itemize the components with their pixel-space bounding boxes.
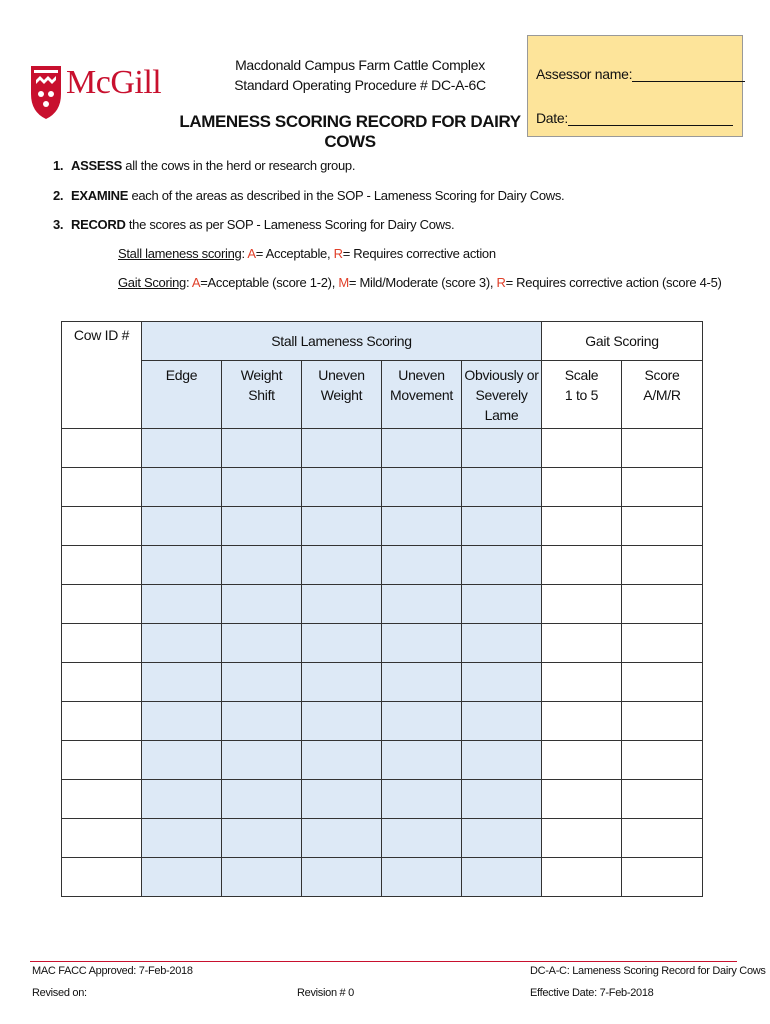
stall-score-cell[interactable] [222, 468, 302, 507]
stall-column-header: Weight Shift [222, 361, 302, 429]
stall-score-cell[interactable] [462, 741, 542, 780]
stall-column-header: Uneven Weight [302, 361, 382, 429]
stall-score-cell[interactable] [302, 585, 382, 624]
stall-score-cell[interactable] [462, 585, 542, 624]
stall-lameness-header: Stall Lameness Scoring [142, 322, 542, 361]
table-row [62, 585, 703, 624]
gait-score-cell[interactable] [622, 819, 703, 858]
assessor-name-label: Assessor name: [536, 66, 633, 82]
gait-scoring-legend: Gait Scoring: A=Acceptable (score 1-2), M= Mild/Moderate (score 3), R= Requires corrective action (score 4-5) [118, 275, 722, 290]
date-row [536, 110, 733, 126]
stall-score-cell[interactable] [462, 468, 542, 507]
stall-score-cell[interactable] [302, 663, 382, 702]
gait-scoring-header: Gait Scoring [542, 322, 703, 361]
stall-score-cell[interactable] [142, 546, 222, 585]
stall-score-cell[interactable] [462, 819, 542, 858]
stall-score-cell[interactable] [462, 702, 542, 741]
cow-id-cell[interactable] [62, 585, 142, 624]
stall-score-cell[interactable] [222, 624, 302, 663]
stall-score-cell[interactable] [142, 624, 222, 663]
stall-column-header: Uneven Movement [382, 361, 462, 429]
gait-score-cell[interactable] [622, 858, 703, 897]
gait-score-cell[interactable] [542, 468, 622, 507]
date-field[interactable] [568, 111, 733, 126]
gait-score-cell[interactable] [622, 741, 703, 780]
stall-score-cell[interactable] [382, 663, 462, 702]
gait-score-cell[interactable] [542, 741, 622, 780]
assessor-name-row [536, 66, 745, 82]
stall-score-cell[interactable] [142, 468, 222, 507]
stall-score-cell[interactable] [382, 624, 462, 663]
assessor-box [527, 35, 743, 137]
stall-score-cell[interactable] [142, 585, 222, 624]
instruction-1: 1. ASSESS all the cows in the herd or research group. [53, 158, 356, 173]
stall-score-cell[interactable] [302, 780, 382, 819]
stall-score-cell[interactable] [462, 507, 542, 546]
stall-score-cell[interactable] [302, 429, 382, 468]
gait-score-cell[interactable] [542, 819, 622, 858]
form-title: LAMENESS SCORING RECORD FOR DAIRY COWS [179, 112, 521, 151]
gait-column-header: Score A/M/R [622, 361, 703, 429]
farm-name: Macdonald Campus Farm Cattle Complex [235, 57, 485, 73]
stall-score-cell[interactable] [222, 546, 302, 585]
instruction-3: 3. RECORD the scores as per SOP - Lameness Scoring for Dairy Cows. [53, 217, 455, 232]
table-row [62, 741, 703, 780]
logo-wordmark: McGill [66, 64, 162, 101]
stall-score-cell[interactable] [302, 468, 382, 507]
footer-document-title: DC-A-C: Lameness Scoring Record for Dairy Cows [530, 965, 766, 977]
cow-id-cell[interactable] [62, 624, 142, 663]
gait-score-cell[interactable] [622, 429, 703, 468]
revised-on: Revised on: [32, 987, 87, 999]
table-row [62, 819, 703, 858]
stall-score-cell[interactable] [302, 858, 382, 897]
cow-id-cell[interactable] [62, 546, 142, 585]
stall-score-cell[interactable] [382, 858, 462, 897]
stall-score-cell[interactable] [142, 819, 222, 858]
stall-score-cell[interactable] [142, 663, 222, 702]
stall-score-cell[interactable] [462, 546, 542, 585]
stall-scoring-legend: Stall lameness scoring: A= Acceptable, R= Requires corrective action [118, 246, 496, 261]
revision-number: Revision # 0 [297, 987, 354, 999]
mcgill-logo [30, 62, 165, 122]
gait-column-header: Scale 1 to 5 [542, 361, 622, 429]
gait-score-cell[interactable] [542, 663, 622, 702]
lameness-scoring-table [61, 321, 703, 897]
stall-score-cell[interactable] [382, 468, 462, 507]
stall-score-cell[interactable] [142, 780, 222, 819]
stall-score-cell[interactable] [222, 507, 302, 546]
table-row [62, 429, 703, 468]
gait-score-cell[interactable] [622, 468, 703, 507]
cow-id-cell[interactable] [62, 819, 142, 858]
assessor-name-field[interactable] [632, 67, 745, 82]
gait-score-cell[interactable] [542, 585, 622, 624]
stall-score-cell[interactable] [382, 819, 462, 858]
stall-score-cell[interactable] [222, 429, 302, 468]
stall-score-cell[interactable] [222, 780, 302, 819]
gait-score-cell[interactable] [542, 858, 622, 897]
stall-score-cell[interactable] [382, 780, 462, 819]
gait-score-cell[interactable] [622, 702, 703, 741]
cow-id-cell[interactable] [62, 780, 142, 819]
table-row [62, 780, 703, 819]
cow-id-cell[interactable] [62, 468, 142, 507]
gait-score-cell[interactable] [542, 546, 622, 585]
effective-date: Effective Date: 7-Feb-2018 [530, 987, 654, 999]
cow-id-cell[interactable] [62, 858, 142, 897]
stall-score-cell[interactable] [142, 507, 222, 546]
stall-score-cell[interactable] [382, 702, 462, 741]
stall-column-header: Obviously or Severely Lame [462, 361, 542, 429]
gait-score-cell[interactable] [622, 780, 703, 819]
table-row [62, 624, 703, 663]
stall-score-cell[interactable] [302, 624, 382, 663]
stall-score-cell[interactable] [222, 741, 302, 780]
cow-id-header: Cow ID # [62, 322, 142, 429]
stall-score-cell[interactable] [382, 741, 462, 780]
gait-score-cell[interactable] [542, 624, 622, 663]
cow-id-cell[interactable] [62, 741, 142, 780]
stall-score-cell[interactable] [142, 429, 222, 468]
stall-column-header: Edge [142, 361, 222, 429]
stall-score-cell[interactable] [302, 507, 382, 546]
stall-score-cell[interactable] [382, 546, 462, 585]
table-row [62, 468, 703, 507]
table-column-header-row [62, 361, 703, 429]
stall-score-cell[interactable] [302, 546, 382, 585]
stall-score-cell[interactable] [302, 702, 382, 741]
cow-id-cell[interactable] [62, 429, 142, 468]
stall-score-cell[interactable] [382, 507, 462, 546]
sop-number: Standard Operating Procedure # DC-A-6C [234, 77, 486, 93]
table-row [62, 702, 703, 741]
gait-score-cell[interactable] [542, 429, 622, 468]
stall-score-cell[interactable] [382, 585, 462, 624]
stall-score-cell[interactable] [462, 429, 542, 468]
stall-score-cell[interactable] [142, 702, 222, 741]
table-row [62, 507, 703, 546]
gait-score-cell[interactable] [542, 507, 622, 546]
table-row [62, 663, 703, 702]
footer-divider [30, 961, 737, 962]
facc-approved: MAC FACC Approved: 7-Feb-2018 [32, 965, 193, 977]
cow-id-cell[interactable] [62, 507, 142, 546]
stall-score-cell[interactable] [462, 624, 542, 663]
stall-score-cell[interactable] [142, 858, 222, 897]
gait-score-cell[interactable] [622, 624, 703, 663]
gait-score-cell[interactable] [622, 507, 703, 546]
instruction-2: 2. EXAMINE each of the areas as described in the SOP - Lameness Scoring for Dairy Cows. [53, 188, 565, 203]
stall-score-cell[interactable] [222, 663, 302, 702]
stall-score-cell[interactable] [382, 429, 462, 468]
stall-score-cell[interactable] [222, 819, 302, 858]
gait-score-cell[interactable] [542, 780, 622, 819]
date-label: Date: [536, 110, 568, 126]
cow-id-cell[interactable] [62, 702, 142, 741]
stall-score-cell[interactable] [302, 741, 382, 780]
stall-score-cell[interactable] [462, 663, 542, 702]
stall-score-cell[interactable] [142, 741, 222, 780]
gait-score-cell[interactable] [622, 585, 703, 624]
stall-score-cell[interactable] [222, 585, 302, 624]
gait-score-cell[interactable] [622, 546, 703, 585]
stall-score-cell[interactable] [462, 780, 542, 819]
cow-id-cell[interactable] [62, 663, 142, 702]
table-row [62, 546, 703, 585]
table-group-header-row [62, 322, 703, 361]
gait-score-cell[interactable] [542, 702, 622, 741]
stall-score-cell[interactable] [222, 702, 302, 741]
gait-score-cell[interactable] [622, 663, 703, 702]
mcgill-crest-icon [30, 64, 62, 120]
stall-score-cell[interactable] [462, 858, 542, 897]
table-row [62, 858, 703, 897]
stall-score-cell[interactable] [302, 819, 382, 858]
stall-score-cell[interactable] [222, 858, 302, 897]
